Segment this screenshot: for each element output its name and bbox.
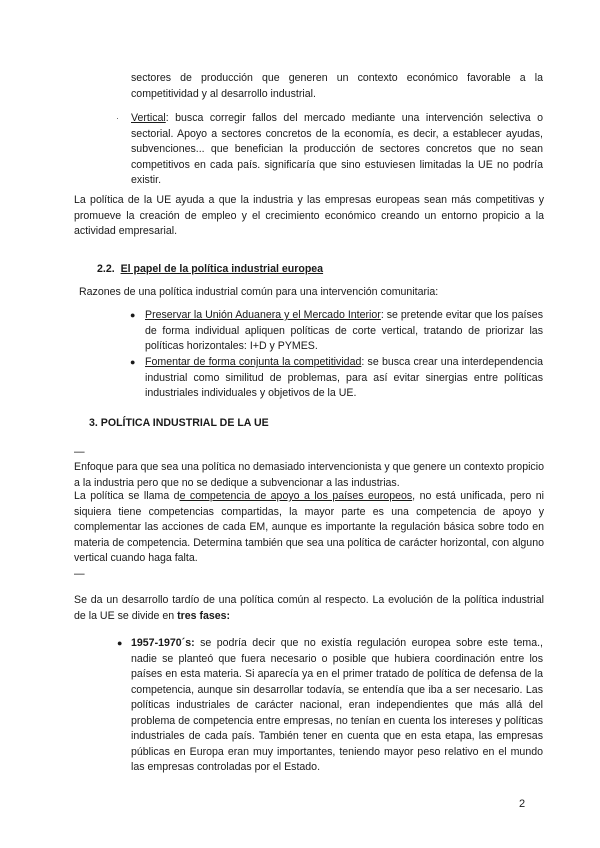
page-number: 2 (519, 798, 526, 810)
term-vertical: Vertical (131, 112, 166, 124)
bold-phrase: tres fases: (177, 609, 231, 622)
paragraph-evolution (74, 593, 544, 624)
list-item-phase-1 (131, 636, 543, 776)
paragraph-approach: Enfoque para que sea una política no demasiado intervencionista y que genere un contexto propicio a la industria pero que no se dedique a subvencionar a las industrias. (74, 461, 544, 489)
paragraph-competence (74, 489, 544, 567)
section-heading-3: 3. POLÍTICA INDUSTRIAL DE LA UE (89, 417, 269, 429)
text-run: Se da un desarrollo tardío de una política común al respecto. La evolución de la política industrial de la UE se divide en (74, 594, 544, 622)
list-item-term: Preservar la Unión Aduanera y el Mercado Interior (145, 309, 381, 321)
underlined-phrase: e competencia de apoyo a los países europeos (179, 490, 413, 502)
list-item (145, 308, 543, 355)
section-number: 2.2. (97, 263, 115, 275)
bullet-icon: ● (117, 638, 123, 648)
phase-term: 1957-1970´s: (131, 637, 195, 649)
text-run: La política se llama d (74, 490, 180, 502)
phase-text: se podría decir que no existía regulación europea sobre este tema., nadie se planteó que fuera necesario o posible que hubiera coordinación entre los países en esta materia. Si aparecía ya en el primer tratado de política de defensa de la competencia, aunque sin desarrollar todavía, se entendía que iba a ser necesario. Las políticas industriales de carácter nacional, eran independientes que más allá del problema de competencia entre empresas, no tenían en cuenta los intereses y políticas industriales de cada país. También tener en cuenta que en esta etapa, las empresas públicas en Europa eran muy importantes, teniendo mayor peso relativo en el mundo las empresas controladas por el Estado. (131, 637, 543, 773)
text-run: , no está unificada, pero ni siquiera tiene competencias compartidas, la mayor parte es una competencia de apoyo y complementar las acciones de cada EM, aunque es importante la regulación básica sobre todo en materia de competencia. Determina también que sea una política de carácter horizontal, con alguno vertical cuando haga falta. (74, 490, 544, 564)
bullet-icon: ● (130, 310, 136, 320)
section-title: El papel de la política industrial europea (120, 263, 324, 275)
bullet-vertical: · (116, 113, 119, 123)
paragraph-vertical (131, 111, 543, 189)
list-item-text: : se busca crear una interdependencia industrial como similitud de problemas, para así evitar sinergias entre políticas industriales individuales y objetivos de la UE. (145, 356, 543, 399)
vertical-description: : busca corregir fallos del mercado mediante una intervención selectiva o sectorial. Apoyo a sectores concretos de la economía, es decir, a establecer ayudas, subvenciones... que benefician la producción de sectores concretos que no sean competitivos en cada país. significaría que sino estuviesen limitadas la UE no podría existir. (131, 112, 543, 186)
dash-separator: — (74, 446, 85, 458)
list-item (145, 355, 543, 402)
paragraph-reasons-intro: Razones de una política industrial común para una intervención comunitaria: (79, 286, 439, 298)
list-item-term: Fomentar de forma conjunta la competitividad (145, 356, 362, 368)
bullet-icon: ● (130, 357, 136, 367)
paragraph-ue-policy: La política de la UE ayuda a que la industria y las empresas europeas sean más competitivas y promueve la creación de empleo y el crecimiento económico creando un entorno propicio a la actividad empresarial. (74, 194, 544, 237)
paragraph-horizontal-continuation: sectores de producción que generen un contexto económico favorable a la competitividad y al desarrollo industrial. (131, 72, 543, 100)
dash-separator: — (74, 568, 85, 580)
list-item-text: : se pretende evitar que los países de forma individual apliquen políticas de corte vertical, tratando de priorizar las políticas horizontales: I+D y PYMES. (145, 309, 543, 352)
section-heading-2-2 (97, 262, 323, 278)
